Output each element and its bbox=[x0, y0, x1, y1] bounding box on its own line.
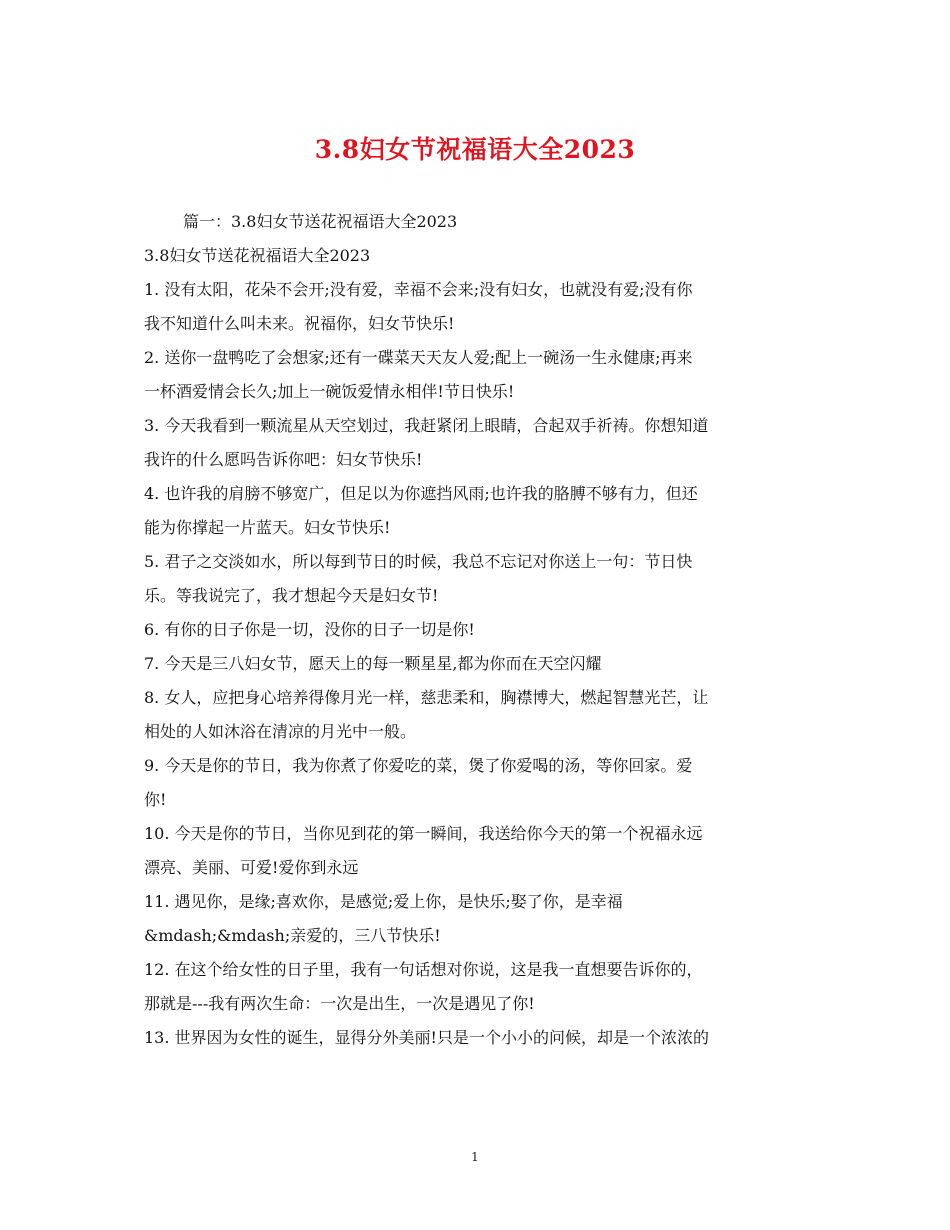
list-item-line: 相处的人如沐浴在清凉的月光中一般。 bbox=[144, 722, 417, 741]
list-item bbox=[144, 817, 810, 885]
list-item-line: 7. 今天是三八妇女节，愿天上的每一颗星星,都为你而在天空闪耀 bbox=[144, 654, 602, 673]
list-item-line: 13. 世界因为女性的诞生，显得分外美丽!只是一个小小的问候，却是一个浓浓的 bbox=[144, 1028, 709, 1047]
list-item-line: 能为你撑起一片蓝天。妇女节快乐! bbox=[144, 518, 391, 537]
list-item-line: 11. 遇见你，是缘;喜欢你，是感觉;爱上你，是快乐;娶了你，是幸福 bbox=[144, 892, 623, 911]
list-item-line: 乐。等我说完了，我才想起今天是妇女节! bbox=[144, 586, 439, 605]
list-item bbox=[144, 477, 810, 545]
list-item bbox=[144, 409, 810, 477]
list-item-line: 5. 君子之交淡如水，所以每到节日的时候，我总不忘记对你送上一句：节日快 bbox=[144, 552, 693, 571]
list-item-line: &mdash;&mdash;亲爱的，三八节快乐! bbox=[144, 926, 441, 945]
list-item-line: 我不知道什么叫未来。祝福你，妇女节快乐! bbox=[144, 314, 455, 333]
list-item-line: 我许的什么愿吗告诉你吧：妇女节快乐! bbox=[144, 450, 423, 469]
list-item-line: 那就是---我有两次生命：一次是出生，一次是遇见了你! bbox=[144, 994, 535, 1013]
list-item-line: 10. 今天是你的节日，当你见到花的第一瞬间，我送给你今天的第一个祝福永远 bbox=[144, 824, 703, 843]
section-heading: 3.8妇女节送花祝福语大全2023 bbox=[144, 246, 371, 265]
list-item-line: 9. 今天是你的节日，我为你煮了你爱吃的菜，煲了你爱喝的汤，等你回家。爱 bbox=[144, 756, 693, 775]
section-subtitle: 篇一：3.8妇女节送花祝福语大全2023 bbox=[183, 212, 458, 231]
list-item-line: 4. 也许我的肩膀不够宽广，但足以为你遮挡风雨;也许我的胳膊不够有力，但还 bbox=[144, 484, 698, 503]
list-item bbox=[144, 273, 810, 341]
list-item-line: 1. 没有太阳，花朵不会开;没有爱，幸福不会来;没有妇女，也就没有爱;没有你 bbox=[144, 280, 693, 299]
list-item bbox=[144, 681, 810, 749]
document-title: 3.8妇女节祝福语大全2023 bbox=[314, 135, 636, 164]
list-item-line: 你! bbox=[144, 790, 167, 809]
list-item-line: 一杯酒爱情会长久;加上一碗饭爱情永相伴!节日快乐! bbox=[144, 382, 515, 401]
list-item-line: 2. 送你一盘鸭吃了会想家;还有一碟菜天天友人爱;配上一碗汤一生永健康;再来 bbox=[144, 348, 693, 367]
list-item-line: 3. 今天我看到一颗流星从天空划过，我赶紧闭上眼睛，合起双手祈祷。你想知道 bbox=[144, 416, 709, 435]
list-item bbox=[144, 545, 810, 613]
list-item-line: 6. 有你的日子你是一切，没你的日子一切是你! bbox=[144, 620, 475, 639]
list-item bbox=[144, 613, 810, 647]
list-item bbox=[144, 749, 810, 817]
list-item bbox=[144, 341, 810, 409]
list-item-line: 漂亮、美丽、可爱!爱你到永远 bbox=[144, 858, 359, 877]
list-item-line: 12. 在这个给女性的日子里，我有一句话想对你说，这是我一直想要告诉你的， bbox=[144, 960, 703, 979]
list-item bbox=[144, 953, 810, 1021]
list-item-line: 8. 女人，应把身心培养得像月光一样，慈悲柔和，胸襟博大，燃起智慧光芒，让 bbox=[144, 688, 709, 707]
list-item bbox=[144, 1021, 810, 1055]
list-item bbox=[144, 885, 810, 953]
list-item bbox=[144, 647, 810, 681]
document-body bbox=[144, 205, 810, 1055]
page-number: 1 bbox=[471, 1150, 479, 1164]
